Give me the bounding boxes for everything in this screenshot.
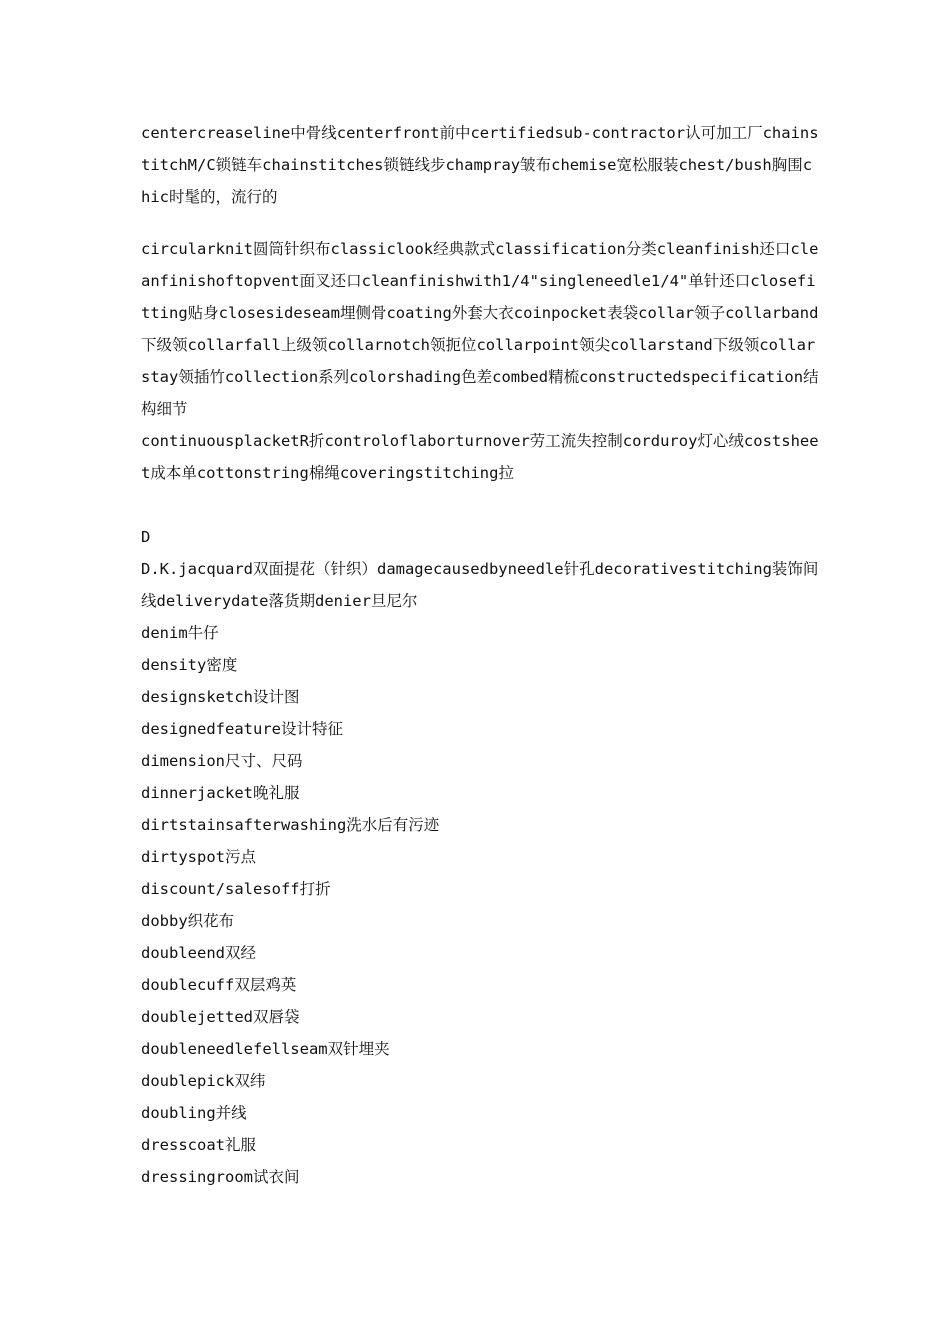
list-item: dimension尺寸、尺码 (141, 752, 303, 770)
list-item: density密度 (141, 656, 238, 674)
list-item: doubling并线 (141, 1104, 247, 1122)
list-item: dobby织花布 (141, 912, 235, 930)
paragraph-c-terms-3: continuousplacketR折controloflaborturnover劳工流失控制corduroy灯心绒costsheet成本单cottonstring棉绳coveringstitching拉 (141, 432, 819, 482)
list-item: denim牛仔 (141, 624, 219, 642)
list-item: dirtstainsafterwashing洗水后有污迹 (141, 816, 440, 834)
paragraph-gap (141, 213, 821, 233)
term-list (141, 617, 821, 1193)
list-item: doublecuff双层鸡英 (141, 976, 297, 994)
list-item: dirtyspot污点 (141, 848, 256, 866)
section-letter-d: D (141, 528, 151, 546)
list-item: designedfeature设计特征 (141, 720, 343, 738)
document-page (141, 117, 821, 1193)
list-item: designsketch设计图 (141, 688, 300, 706)
paragraph-c-terms-1: centercreaseline中骨线centerfront前中certifiedsub-contractor认可加工厂chainstitchM/C锁链车chainstitches锁链线步champray皱布chemise宽松服装chest/bush胸围chic时髦的，流行的 (141, 124, 819, 206)
list-item: doubleend双经 (141, 944, 256, 962)
list-item: doublepick双纬 (141, 1072, 266, 1090)
section-gap (141, 489, 821, 521)
list-item: discount/salesoff打折 (141, 880, 331, 898)
list-item: dinnerjacket晚礼服 (141, 784, 300, 802)
list-item: dressingroom试衣间 (141, 1168, 300, 1186)
list-item: doubleneedlefellseam双针埋夹 (141, 1040, 390, 1058)
paragraph-d-terms: D.K.jacquard双面提花（针织）damagecausedbyneedle针孔decorativestitching装饰间线deliverydate落货期denier旦尼尔 (141, 560, 819, 610)
paragraph-c-terms-2: circularknit圆筒针织布classiclook经典款式classification分类cleanfinish还口cleanfinishoftopvent面叉还口cleanfinishwith1/4"singleneedle1/4"单针还口closefitting贴身closesideseam埋侧骨coating外套大衣coinpocket表袋collar领子collarband下级领collarfall上级领collarnotch领扼位collarpoint领尖collarstand下级领collarstay领插竹collection系列colorshading色差combed精梳constructedspecification结构细节 (141, 240, 819, 418)
list-item: dresscoat礼服 (141, 1136, 256, 1154)
list-item: doublejetted双唇袋 (141, 1008, 300, 1026)
